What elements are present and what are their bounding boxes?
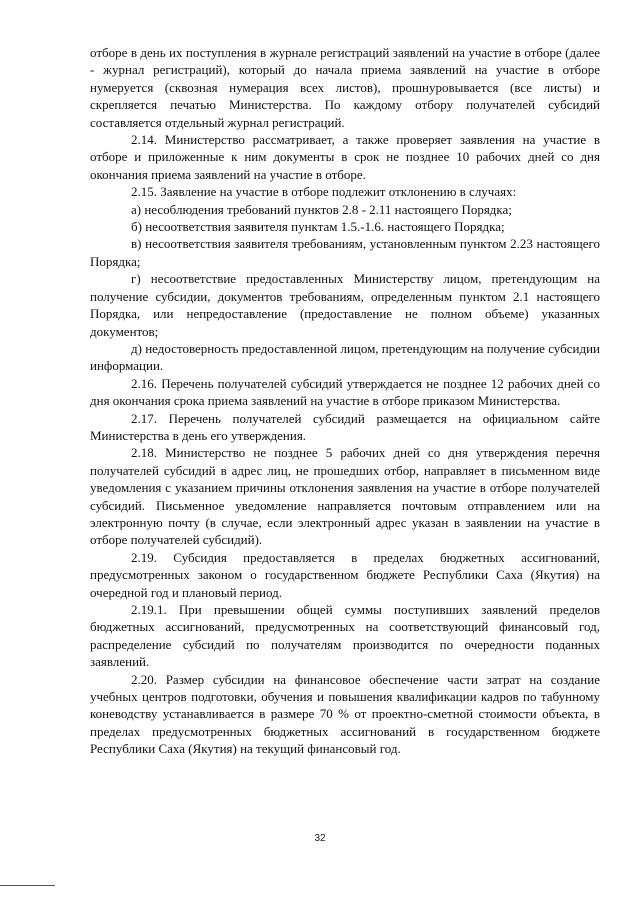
paragraph-continuation: отборе в день их поступления в журнале регистраций заявлений на участие в отборе (далее - журнал регистраций), который до начала приема заявлений на участие в отборе нумеруется (сквозная нумерация всех листов), прошнуровывается (все листы) и скрепляется печатью Министерства. По каждому отбору получателей субсидий составляется отдельный журнал регистраций. [90, 45, 600, 130]
document-body [90, 44, 600, 758]
list-item-d: д) недостоверность предоставленной лицом, претендующим на получение субсидии информации. [90, 340, 601, 374]
paragraph-2-14: 2.14. Министерство рассматривает, а также проверяет заявления на участие в отборе и приложенные к ним документы в срок не позднее 10 рабочих дней со дня окончания приема заявлений на участие в отборе. [90, 132, 600, 182]
list-item-v: в) несоответствия заявителя требованиям, установленным пунктом 2.23 настоящего Порядка; [90, 236, 600, 269]
scan-edge-line [0, 885, 55, 886]
page-number: 32 [314, 833, 326, 844]
paragraph-2-16: 2.16. Перечень получателей субсидий утверждается не позднее 12 рабочих дней со дня окончания срока приема заявлений на участие в отборе приказом Министерства. [90, 375, 600, 409]
paragraph-2-20: 2.20. Размер субсидии на финансовое обеспечение части затрат на создание учебных центров подготовки, обучения и повышения квалификации кадров по табунному коневодству устанавливается в размере 70 % от проектно-сметной стоимости объекта, в пределах предусмотренных бюджетных ассигнований в государственном бюджете Республики Саха (Якутия) на текущий финансовый год. [90, 671, 600, 757]
paragraph-2-17: 2.17. Перечень получателей субсидий размещается на официальном сайте Министерства в день его утверждения. [90, 410, 600, 443]
paragraph-2-18: 2.18. Министерство не позднее 5 рабочих дней со дня утверждения перечня получателей субсидий в адрес лиц, не прошедших отбор, направляет в письменном виде уведомления с указанием причины отклонения заявления на участие в отборе получателей субсидий. Письменное уведомление направляется почтовым отправлением или на электронную почту (в случае, если электронный адрес указан в заявлении на участие в отборе получателей субсидий). [90, 445, 600, 548]
list-item-g: г) несоответствие предоставленных Министерству лицом, претендующим на получение субсидии, документов требованиям, определенным пунктом 2.1 настоящего Порядка, или непредоставление (предоставление не полном объеме) указанных документов; [90, 271, 600, 339]
paragraph-2-19-1: 2.19.1. При превышении общей суммы поступивших заявлений пределов бюджетных ассигнований, предусмотренных на соответствующий финансовый год, распределение субсидий по получателям производится по очередности поданных заявлений. [90, 602, 600, 670]
paragraph-2-15: 2.15. Заявление на участие в отборе подлежит отклонению в случаях: [131, 184, 517, 200]
list-item-b: б) несоответствия заявителя пунктам 1.5.-1.6. настоящего Порядка; [131, 219, 505, 235]
list-item-a: а) несоблюдения требований пунктов 2.8 - 2.11 настоящего Порядка; [131, 201, 512, 217]
paragraph-2-19: 2.19. Субсидия предоставляется в пределах бюджетных ассигнований, предусмотренных законом о государственном бюджете Республики Саха (Якутия) на очередной год и плановый период. [90, 549, 600, 600]
